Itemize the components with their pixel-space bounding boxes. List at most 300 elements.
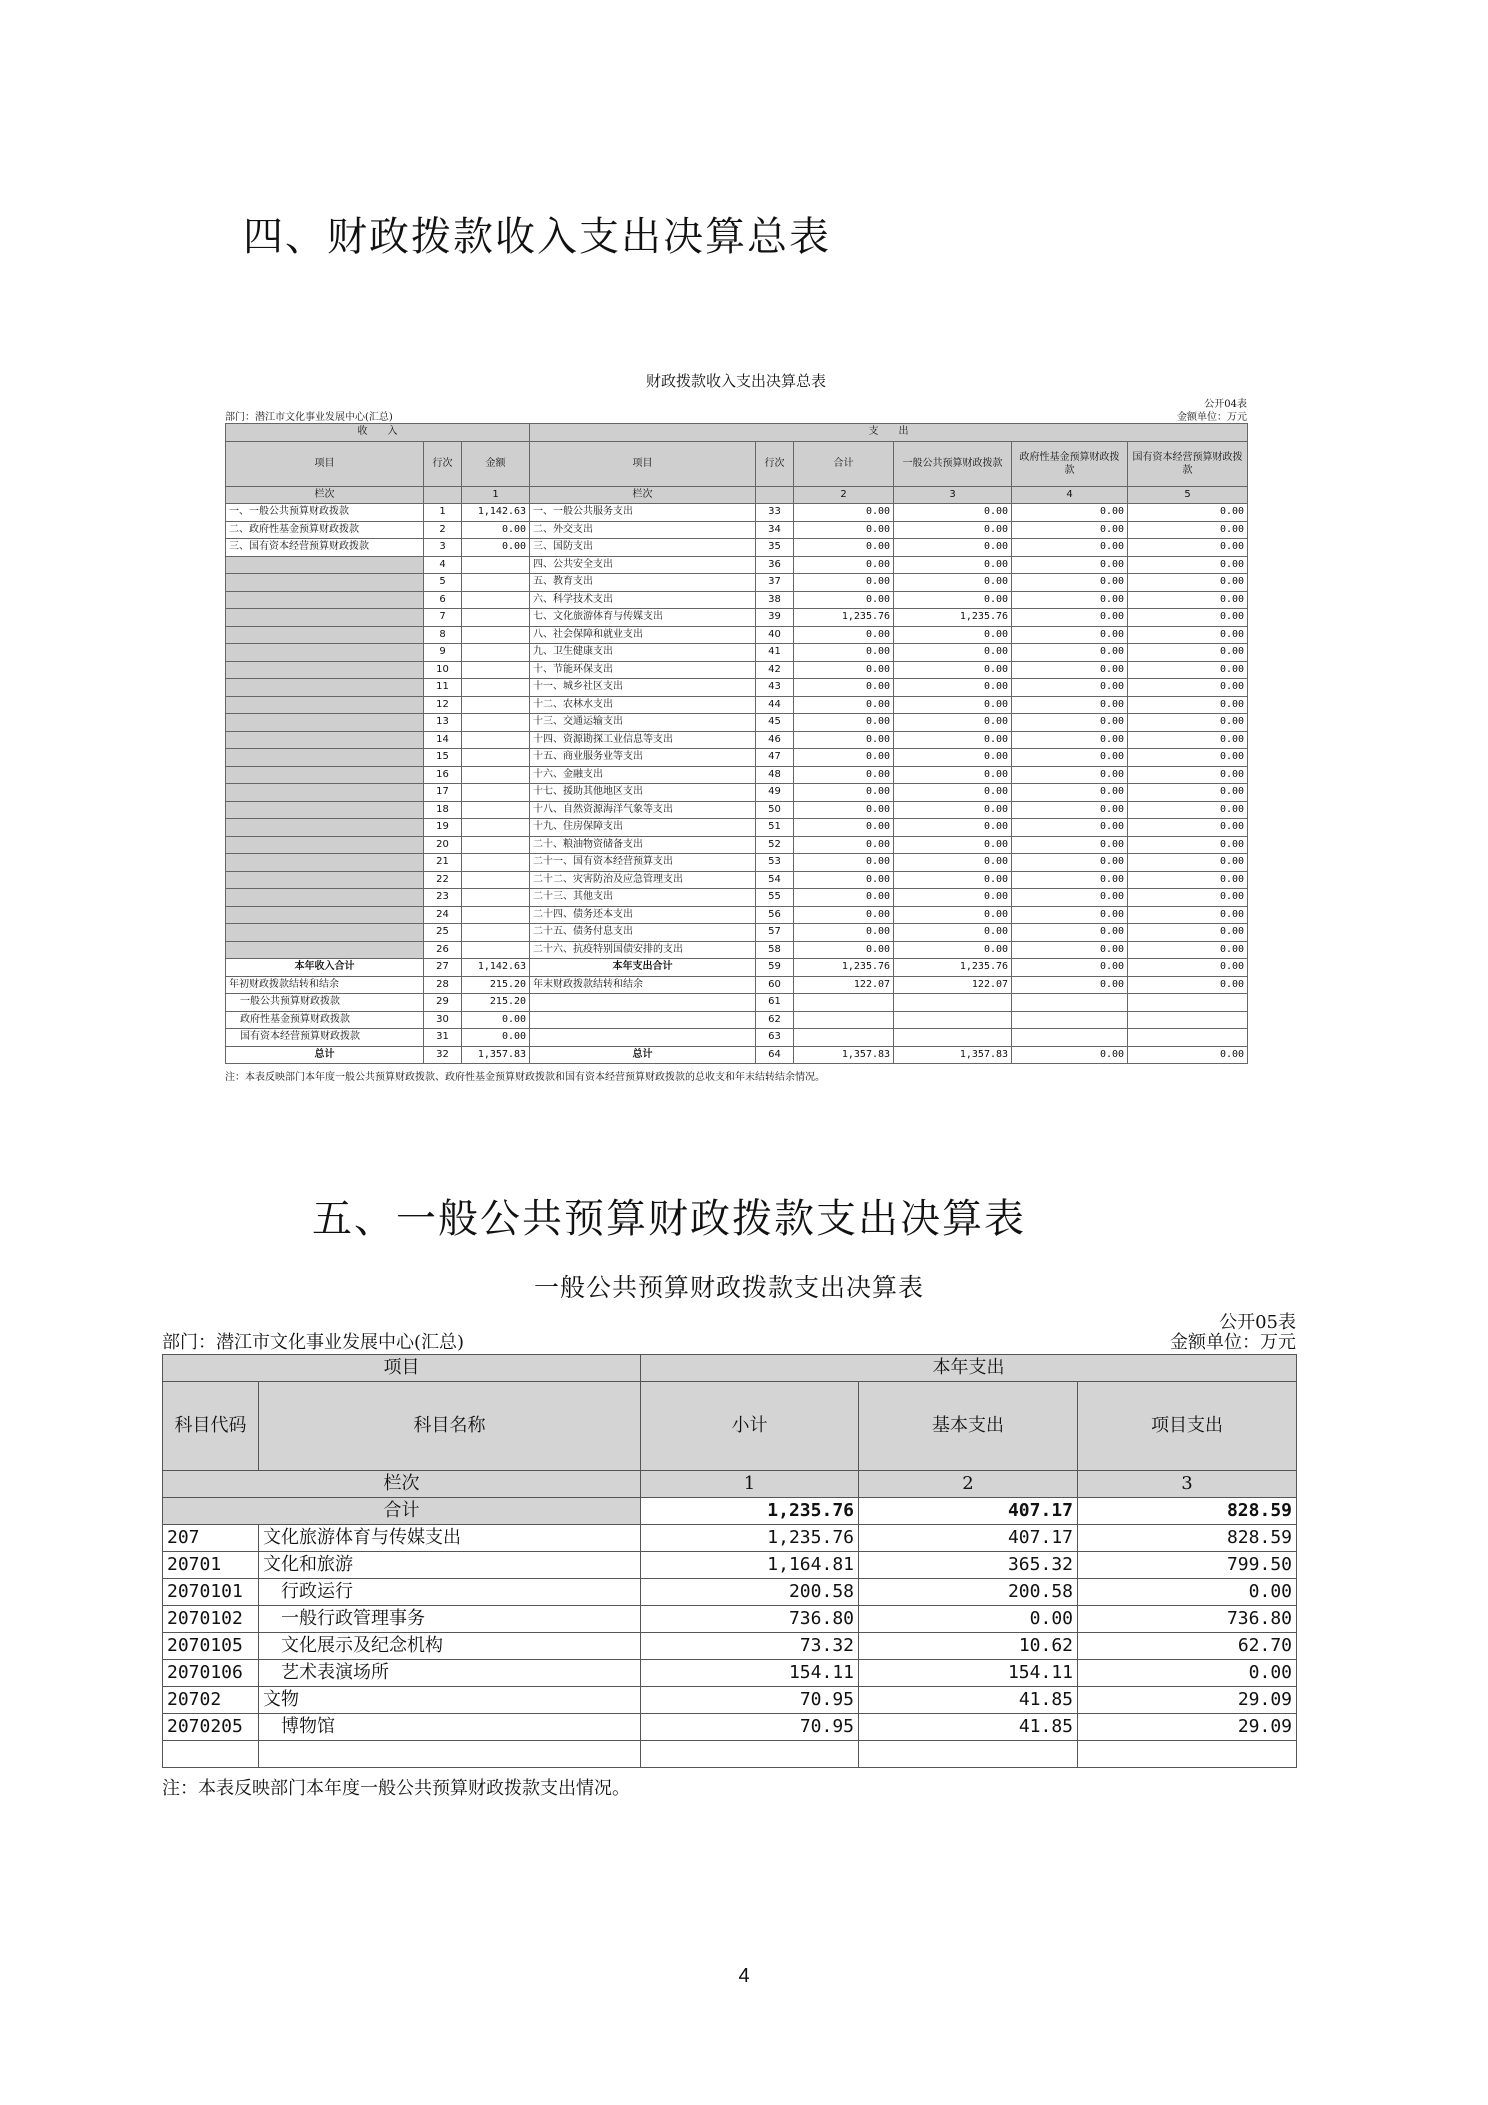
income-line-cell: 16 [424,766,462,784]
section-heading-5: 五、一般公共预算财政拨款支出决算表 [312,1196,1026,1242]
expense-total-cell: 0.00 [794,766,894,784]
table-row [226,609,1248,627]
expense-state-cell: 0.00 [1128,801,1248,819]
header-general-budget: 一般公共预算财政拨款 [894,441,1012,486]
expense-state-cell: 0.00 [1128,591,1248,609]
expense-line-cell: 54 [756,871,794,889]
project-cell: 0.00 [1078,1579,1297,1606]
table-row [226,591,1248,609]
income-amount-cell [462,696,530,714]
expense-state-cell: 0.00 [1128,749,1248,767]
expense-fund-cell: 0.00 [1012,731,1128,749]
table-note: 注：本表反映部门本年度一般公共预算财政拨款支出情况。 [162,1778,630,1799]
fiscal-summary-table-block [225,370,1247,1083]
table-row [226,1011,1248,1029]
basic-cell: 407.17 [859,1525,1078,1552]
expense-fund-cell [1012,1011,1128,1029]
expense-total-cell: 0.00 [794,679,894,697]
income-item-cell [226,854,424,872]
income-item-cell [226,644,424,662]
name-cell: 文化旅游体育与传媒支出 [259,1525,641,1552]
expense-total-cell: 0.00 [794,749,894,767]
table-row [163,1552,1297,1579]
expense-item-cell: 二、外交支出 [530,521,756,539]
expense-item-cell: 十三、交通运输支出 [530,714,756,732]
income-line-cell: 17 [424,784,462,802]
expense-item-cell: 十二、农林水支出 [530,696,756,714]
expense-line-cell: 63 [756,1029,794,1047]
expense-fund-cell: 0.00 [1012,591,1128,609]
expense-item-cell [530,1029,756,1047]
income-item-cell [226,731,424,749]
code-cell: 207 [163,1525,259,1552]
income-line-cell: 4 [424,556,462,574]
expense-fund-cell: 0.00 [1012,714,1128,732]
header-index: 3 [894,486,1012,504]
name-cell: 一般行政管理事务 [259,1606,641,1633]
expense-general-cell: 0.00 [894,696,1012,714]
basic-cell: 0.00 [859,1606,1078,1633]
expense-line-cell: 45 [756,714,794,732]
header-index-label: 栏次 [530,486,756,504]
income-line-cell: 6 [424,591,462,609]
expense-fund-cell: 0.00 [1012,819,1128,837]
header-line: 行次 [756,441,794,486]
header-index: 3 [1078,1471,1297,1498]
income-amount-cell: 0.00 [462,1029,530,1047]
code-cell: 20701 [163,1552,259,1579]
income-line-cell: 28 [424,976,462,994]
expense-fund-cell: 0.00 [1012,941,1128,959]
expense-item-cell: 八、社会保障和就业支出 [530,626,756,644]
income-line-cell: 23 [424,889,462,907]
income-line-cell: 12 [424,696,462,714]
income-item-cell [226,626,424,644]
income-line-cell: 32 [424,1046,462,1064]
expense-line-cell: 44 [756,696,794,714]
expense-item-cell: 二十六、抗疫特别国债安排的支出 [530,941,756,959]
total-label: 合计 [163,1498,641,1525]
expense-state-cell: 0.00 [1128,696,1248,714]
expense-general-cell: 0.00 [894,854,1012,872]
header-index-label: 栏次 [163,1471,641,1498]
header-expense: 本年支出 [641,1355,1297,1382]
table-row [226,504,1248,522]
expense-state-cell [1128,994,1248,1012]
income-item-cell: 国有资本经营预算财政拨款 [226,1029,424,1047]
expense-state-cell: 0.00 [1128,889,1248,907]
expense-state-cell: 0.00 [1128,521,1248,539]
subtotal-cell: 1,235.76 [641,1525,859,1552]
section-heading-4: 四、财政拨款收入支出决算总表 [243,214,831,260]
form-number: 公开04表 [1204,399,1247,410]
expense-general-cell: 0.00 [894,906,1012,924]
expense-item-cell: 三、国防支出 [530,539,756,557]
income-line-cell: 27 [424,959,462,977]
expense-line-cell: 39 [756,609,794,627]
expense-general-cell: 0.00 [894,679,1012,697]
subtotal-cell: 70.95 [641,1687,859,1714]
expense-line-cell: 41 [756,644,794,662]
table-row [163,1660,1297,1687]
table-row [226,836,1248,854]
project-cell: 736.80 [1078,1606,1297,1633]
income-amount-cell [462,871,530,889]
header-item: 项目 [163,1355,641,1382]
expense-item-cell: 六、科学技术支出 [530,591,756,609]
expense-general-cell: 0.00 [894,556,1012,574]
expense-item-cell: 七、文化旅游体育与传媒支出 [530,609,756,627]
income-item-cell [226,924,424,942]
income-line-cell: 3 [424,539,462,557]
department-label: 部门：潜江市文化事业发展中心(汇总) [225,412,393,423]
expense-general-cell: 0.00 [894,731,1012,749]
header-index: 4 [1012,486,1128,504]
expense-general-cell: 0.00 [894,784,1012,802]
project-cell [1078,1741,1297,1768]
income-item-cell: 三、国有资本经营预算财政拨款 [226,539,424,557]
expense-state-cell: 0.00 [1128,556,1248,574]
expense-state-cell: 0.00 [1128,871,1248,889]
income-item-cell [226,906,424,924]
table-row [226,766,1248,784]
income-amount-cell [462,889,530,907]
table-row [226,714,1248,732]
income-line-cell: 26 [424,941,462,959]
header-income: 收 入 [226,424,530,442]
table-row [226,871,1248,889]
code-cell: 2070106 [163,1660,259,1687]
income-amount-cell [462,836,530,854]
income-item-cell: 年初财政拨款结转和结余 [226,976,424,994]
income-item-cell [226,574,424,592]
expense-item-cell: 十六、金融支出 [530,766,756,784]
income-item-cell: 一、一般公共预算财政拨款 [226,504,424,522]
expense-line-cell: 47 [756,749,794,767]
table-row [226,819,1248,837]
project-cell: 29.09 [1078,1714,1297,1741]
expense-general-cell: 1,357.83 [894,1046,1012,1064]
income-item-cell [226,801,424,819]
unit-label: 金额单位：万元 [1170,1332,1296,1353]
expense-state-cell: 0.00 [1128,661,1248,679]
basic-cell: 365.32 [859,1552,1078,1579]
expense-item-cell: 四、公共安全支出 [530,556,756,574]
expense-total-cell [794,1029,894,1047]
expense-item-cell: 九、卫生健康支出 [530,644,756,662]
expense-total-cell: 0.00 [794,556,894,574]
name-cell: 文化展示及纪念机构 [259,1633,641,1660]
expense-total-cell: 0.00 [794,731,894,749]
expense-general-cell [894,1011,1012,1029]
expense-total-cell: 1,357.83 [794,1046,894,1064]
expense-state-cell: 0.00 [1128,836,1248,854]
expense-line-cell: 36 [756,556,794,574]
expense-total-cell: 0.00 [794,591,894,609]
income-amount-cell [462,714,530,732]
expense-general-cell: 0.00 [894,626,1012,644]
expense-fund-cell: 0.00 [1012,836,1128,854]
expense-state-cell: 0.00 [1128,924,1248,942]
expense-state-cell: 0.00 [1128,626,1248,644]
expense-item-cell: 二十、粮油物资储备支出 [530,836,756,854]
expense-general-cell: 0.00 [894,521,1012,539]
expense-line-cell: 56 [756,906,794,924]
expense-state-cell: 0.00 [1128,644,1248,662]
income-amount-cell [462,941,530,959]
expense-total-cell: 0.00 [794,889,894,907]
income-amount-cell: 215.20 [462,994,530,1012]
expense-general-cell: 0.00 [894,819,1012,837]
income-amount-cell [462,784,530,802]
header-item: 项目 [226,441,424,486]
header-project: 项目支出 [1078,1382,1297,1471]
subtotal-cell [641,1741,859,1768]
header-item: 项目 [530,441,756,486]
subtotal-cell: 736.80 [641,1606,859,1633]
project-cell: 828.59 [1078,1525,1297,1552]
income-line-cell: 5 [424,574,462,592]
subtotal-cell: 1,164.81 [641,1552,859,1579]
expense-item-cell: 二十三、其他支出 [530,889,756,907]
income-amount-cell [462,661,530,679]
income-item-cell [226,679,424,697]
table-meta [162,1308,1296,1354]
income-amount-cell [462,819,530,837]
income-line-cell: 20 [424,836,462,854]
income-line-cell: 7 [424,609,462,627]
table-row [226,521,1248,539]
expense-general-cell: 0.00 [894,889,1012,907]
table-row [163,1741,1297,1768]
income-amount-cell [462,854,530,872]
table-row [226,696,1248,714]
expense-item-cell: 本年支出合计 [530,959,756,977]
expense-line-cell: 38 [756,591,794,609]
expense-total-cell: 122.07 [794,976,894,994]
expense-state-cell: 0.00 [1128,609,1248,627]
income-line-cell: 25 [424,924,462,942]
income-line-cell: 21 [424,854,462,872]
header-subtotal: 小计 [641,1382,859,1471]
expense-total-cell: 0.00 [794,714,894,732]
header-name: 科目名称 [259,1382,641,1471]
table-row [226,661,1248,679]
expense-item-cell: 二十四、债务还本支出 [530,906,756,924]
expense-state-cell: 0.00 [1128,1046,1248,1064]
income-amount-cell [462,731,530,749]
expense-item-cell: 十四、资源勘探工业信息等支出 [530,731,756,749]
project-cell: 0.00 [1078,1660,1297,1687]
expense-item-cell: 十九、住房保障支出 [530,819,756,837]
table-row [226,644,1248,662]
income-amount-cell [462,906,530,924]
expense-total-cell: 0.00 [794,504,894,522]
table-row [163,1633,1297,1660]
expense-fund-cell: 0.00 [1012,924,1128,942]
expense-general-cell: 1,235.76 [894,959,1012,977]
total-subtotal: 1,235.76 [641,1498,859,1525]
table-row [163,1714,1297,1741]
income-amount-cell [462,679,530,697]
income-amount-cell [462,749,530,767]
expense-line-cell: 49 [756,784,794,802]
project-cell: 62.70 [1078,1633,1297,1660]
expense-general-cell: 0.00 [894,591,1012,609]
income-item-cell: 本年收入合计 [226,959,424,977]
expense-fund-cell: 0.00 [1012,626,1128,644]
header-index: 2 [794,486,894,504]
expense-state-cell: 0.00 [1128,679,1248,697]
income-line-cell: 1 [424,504,462,522]
table-title: 一般公共预算财政拨款支出决算表 [533,1273,924,1302]
expense-line-cell: 61 [756,994,794,1012]
expense-line-cell: 34 [756,521,794,539]
expense-item-cell: 二十一、国有资本经营预算支出 [530,854,756,872]
expense-state-cell: 0.00 [1128,819,1248,837]
expense-line-cell: 33 [756,504,794,522]
income-amount-cell [462,591,530,609]
expense-line-cell: 40 [756,626,794,644]
unit-label: 金额单位：万元 [1177,412,1247,423]
expense-total-cell: 0.00 [794,784,894,802]
expense-fund-cell: 0.00 [1012,539,1128,557]
income-line-cell: 22 [424,871,462,889]
income-item-cell [226,661,424,679]
expense-fund-cell: 0.00 [1012,889,1128,907]
name-cell: 行政运行 [259,1579,641,1606]
expense-fund-cell: 0.00 [1012,784,1128,802]
subtotal-cell: 70.95 [641,1714,859,1741]
expense-state-cell: 0.00 [1128,941,1248,959]
income-item-cell: 政府性基金预算财政拨款 [226,1011,424,1029]
expense-fund-cell: 0.00 [1012,801,1128,819]
expense-state-cell [1128,1011,1248,1029]
general-budget-table-block [162,1268,1296,1800]
expense-state-cell: 0.00 [1128,539,1248,557]
expense-line-cell: 59 [756,959,794,977]
total-row [163,1498,1297,1525]
header-total: 合计 [794,441,894,486]
income-item-cell: 二、政府性基金预算财政拨款 [226,521,424,539]
income-amount-cell [462,766,530,784]
expense-fund-cell [1012,1029,1128,1047]
expense-state-cell: 0.00 [1128,959,1248,977]
expense-total-cell: 0.00 [794,521,894,539]
expense-line-cell: 42 [756,661,794,679]
table-row [226,679,1248,697]
expense-general-cell: 0.00 [894,836,1012,854]
income-line-cell: 2 [424,521,462,539]
income-line-cell: 13 [424,714,462,732]
income-item-cell: 总计 [226,1046,424,1064]
income-amount-cell: 0.00 [462,539,530,557]
general-budget-table [162,1354,1297,1768]
header-state-capital: 国有资本经营预算财政拨款 [1128,441,1248,486]
expense-fund-cell: 0.00 [1012,521,1128,539]
income-line-cell: 31 [424,1029,462,1047]
table-row [226,784,1248,802]
income-line-cell: 19 [424,819,462,837]
expense-total-cell: 0.00 [794,644,894,662]
table-row [226,976,1248,994]
income-line-cell: 14 [424,731,462,749]
income-item-cell [226,836,424,854]
table-row [226,626,1248,644]
name-cell: 博物馆 [259,1714,641,1741]
expense-total-cell: 1,235.76 [794,609,894,627]
expense-item-cell: 二十五、债务付息支出 [530,924,756,942]
income-item-cell [226,784,424,802]
subtotal-cell: 154.11 [641,1660,859,1687]
expense-state-cell: 0.00 [1128,714,1248,732]
expense-fund-cell: 0.00 [1012,556,1128,574]
expense-line-cell: 37 [756,574,794,592]
header-index: 2 [859,1471,1078,1498]
table-row [163,1579,1297,1606]
expense-total-cell [794,994,894,1012]
expense-total-cell: 0.00 [794,696,894,714]
expense-general-cell: 0.00 [894,924,1012,942]
income-amount-cell [462,924,530,942]
expense-total-cell: 0.00 [794,626,894,644]
name-cell [259,1741,641,1768]
basic-cell [859,1741,1078,1768]
expense-line-cell: 60 [756,976,794,994]
form-number: 公开05表 [1219,1312,1296,1333]
income-amount-cell: 0.00 [462,1011,530,1029]
table-row [226,924,1248,942]
code-cell [163,1741,259,1768]
expense-fund-cell: 0.00 [1012,749,1128,767]
table-row [226,994,1248,1012]
income-item-cell [226,819,424,837]
income-item-cell [226,556,424,574]
expense-fund-cell: 0.00 [1012,766,1128,784]
income-amount-cell [462,644,530,662]
expense-total-cell: 0.00 [794,836,894,854]
expense-general-cell: 122.07 [894,976,1012,994]
income-item-cell [226,749,424,767]
expense-general-cell: 0.00 [894,574,1012,592]
expense-line-cell: 62 [756,1011,794,1029]
code-cell: 2070102 [163,1606,259,1633]
expense-general-cell: 1,235.76 [894,609,1012,627]
basic-cell: 154.11 [859,1660,1078,1687]
basic-cell: 200.58 [859,1579,1078,1606]
income-line-cell: 29 [424,994,462,1012]
header-index [424,486,462,504]
expense-fund-cell: 0.00 [1012,609,1128,627]
table-row [226,749,1248,767]
project-cell: 29.09 [1078,1687,1297,1714]
expense-line-cell: 43 [756,679,794,697]
table-row [226,1046,1248,1064]
income-item-cell [226,696,424,714]
income-amount-cell: 0.00 [462,521,530,539]
total-project: 828.59 [1078,1498,1297,1525]
department-label: 部门：潜江市文化事业发展中心(汇总) [162,1332,465,1353]
income-amount-cell [462,556,530,574]
table-row [226,941,1248,959]
expense-line-cell: 51 [756,819,794,837]
name-cell: 艺术表演场所 [259,1660,641,1687]
total-basic: 407.17 [859,1498,1078,1525]
expense-state-cell: 0.00 [1128,784,1248,802]
name-cell: 文物 [259,1687,641,1714]
expense-fund-cell: 0.00 [1012,976,1128,994]
expense-line-cell: 48 [756,766,794,784]
